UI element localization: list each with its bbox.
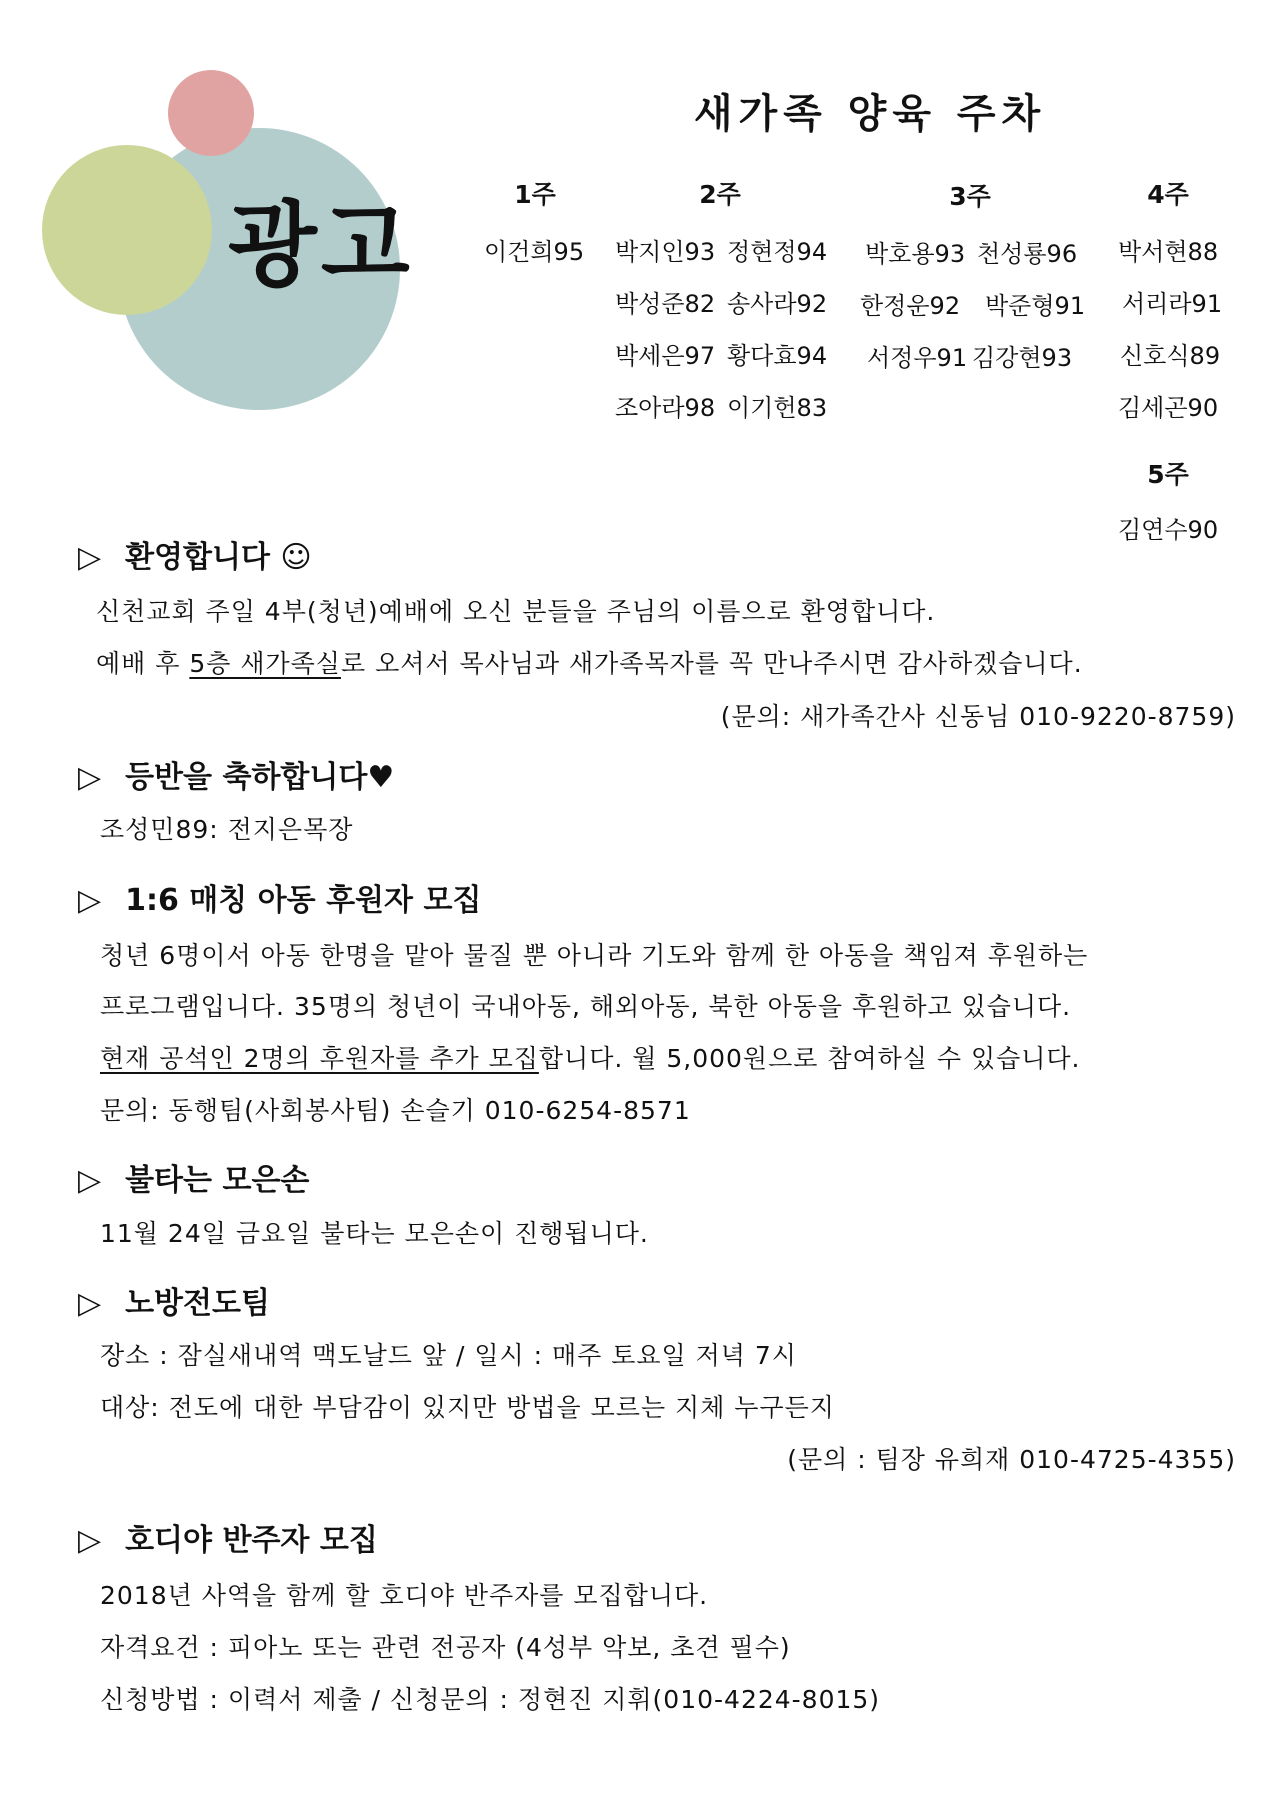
- sponsor-line-2: 프로그램입니다. 35명의 청년이 국내아동, 해외아동, 북한 아동을 후원하고 있습니다.: [100, 992, 1072, 1021]
- week-3-name: 한정운92: [860, 292, 961, 320]
- week-4-name: 박서현88: [1118, 238, 1219, 266]
- triangle-bullet-icon: ▷: [78, 540, 102, 575]
- section-sponsor-title: ▷ 1:6 매칭 아동 후원자 모집: [78, 883, 482, 918]
- promotion-line-1: 조성민89: 전지은목장: [100, 815, 354, 844]
- newfamily-title: 새가족 양육 주차: [693, 91, 1047, 137]
- triangle-bullet-icon: ▷: [78, 1523, 102, 1558]
- section-hodiya-title: ▷ 호디야 반주자 모집: [78, 1523, 378, 1558]
- week-3-name: 천성룡96: [977, 240, 1078, 268]
- sponsor-line-4: 문의: 동행팀(사회봉사팀) 손슬기 010-6254-8571: [100, 1096, 691, 1125]
- week-2-name: 정현정94: [727, 238, 828, 266]
- sponsor-line-1: 청년 6명이서 아동 한명을 맡아 물질 뿐 아니라 기도와 함께 한 아동을 책임져 후원하는: [100, 941, 1089, 970]
- week-2-name: 박성준82: [615, 290, 716, 318]
- week-4-name: 서리라91: [1122, 290, 1223, 318]
- triangle-bullet-icon: ▷: [78, 883, 102, 918]
- week-5-label: 5주: [1147, 460, 1189, 489]
- week-4-name: 김세곤90: [1118, 394, 1219, 422]
- street-line-1: 장소 : 잠실새내역 맥도날드 앞 / 일시 : 매주 토요일 저녁 7시: [100, 1341, 797, 1370]
- week-3-name: 김강현93: [972, 344, 1073, 372]
- section-promotion-title: ▷ 등반을 축하합니다♥: [78, 760, 395, 795]
- section-welcome-title: ▷ 환영합니다 ☺: [78, 540, 312, 575]
- street-contact: (문의 : 팀장 유희재 010-4725-4355): [787, 1445, 1236, 1474]
- week-3-name: 박호용93: [865, 240, 966, 268]
- week-5-name: 김연수90: [1118, 516, 1219, 544]
- week-2-label: 2주: [699, 180, 741, 209]
- week-1-label: 1주: [514, 180, 556, 209]
- logo-text: 광고: [228, 192, 414, 299]
- triangle-bullet-icon: ▷: [78, 1163, 102, 1198]
- week-2-name: 박세은97: [615, 342, 716, 370]
- week-4-name: 신호식89: [1120, 342, 1221, 370]
- triangle-bullet-icon: ▷: [78, 760, 102, 795]
- section-street-title: ▷ 노방전도팀: [78, 1286, 270, 1321]
- week-4-label: 4주: [1147, 180, 1189, 209]
- week-2-name: 황다효94: [727, 342, 828, 370]
- welcome-contact: (문의: 새가족간사 신동님 010-9220-8759): [720, 702, 1236, 731]
- triangle-bullet-icon: ▷: [78, 1286, 102, 1321]
- week-2-name: 조아라98: [615, 394, 716, 422]
- hodiya-line-3: 신청방법 : 이력서 제출 / 신청문의 : 정현진 지휘(010-4224-8015): [100, 1685, 881, 1714]
- week-2-name: 박지인93: [615, 238, 716, 266]
- hodiya-line-2: 자격요건 : 피아노 또는 관련 전공자 (4성부 악보, 초견 필수): [100, 1633, 791, 1662]
- logo-circle-pink: [168, 70, 254, 156]
- street-line-2: 대상: 전도에 대한 부담감이 있지만 방법을 모르는 지체 누구든지: [100, 1393, 835, 1422]
- welcome-line-2: 예배 후 5층 새가족실로 오셔서 목사님과 새가족목자를 꼭 만나주시면 감사하겠습니다.: [96, 649, 1083, 678]
- week-3-label: 3주: [949, 182, 991, 211]
- hodiya-line-1: 2018년 사역을 함께 할 호디야 반주자를 모집합니다.: [100, 1581, 709, 1610]
- week-2-name: 이기헌83: [727, 394, 828, 422]
- section-fire-title: ▷ 불타는 모은손: [78, 1163, 310, 1198]
- logo-circle-green: [42, 145, 212, 315]
- sponsor-line-3: 현재 공석인 2명의 후원자를 추가 모집합니다. 월 5,000원으로 참여하실 수 있습니다.: [100, 1044, 1081, 1073]
- week-2-name: 송사라92: [727, 290, 828, 318]
- welcome-line-1: 신천교회 주일 4부(청년)예배에 오신 분들을 주님의 이름으로 환영합니다.: [96, 597, 936, 626]
- week-3-name: 박준형91: [985, 292, 1086, 320]
- week-1-name: 이건희95: [484, 238, 585, 266]
- fire-line-1: 11월 24일 금요일 불타는 모은손이 진행됩니다.: [100, 1219, 649, 1248]
- ad-logo: [0, 0, 460, 420]
- week-3-name: 서정우91: [867, 344, 968, 372]
